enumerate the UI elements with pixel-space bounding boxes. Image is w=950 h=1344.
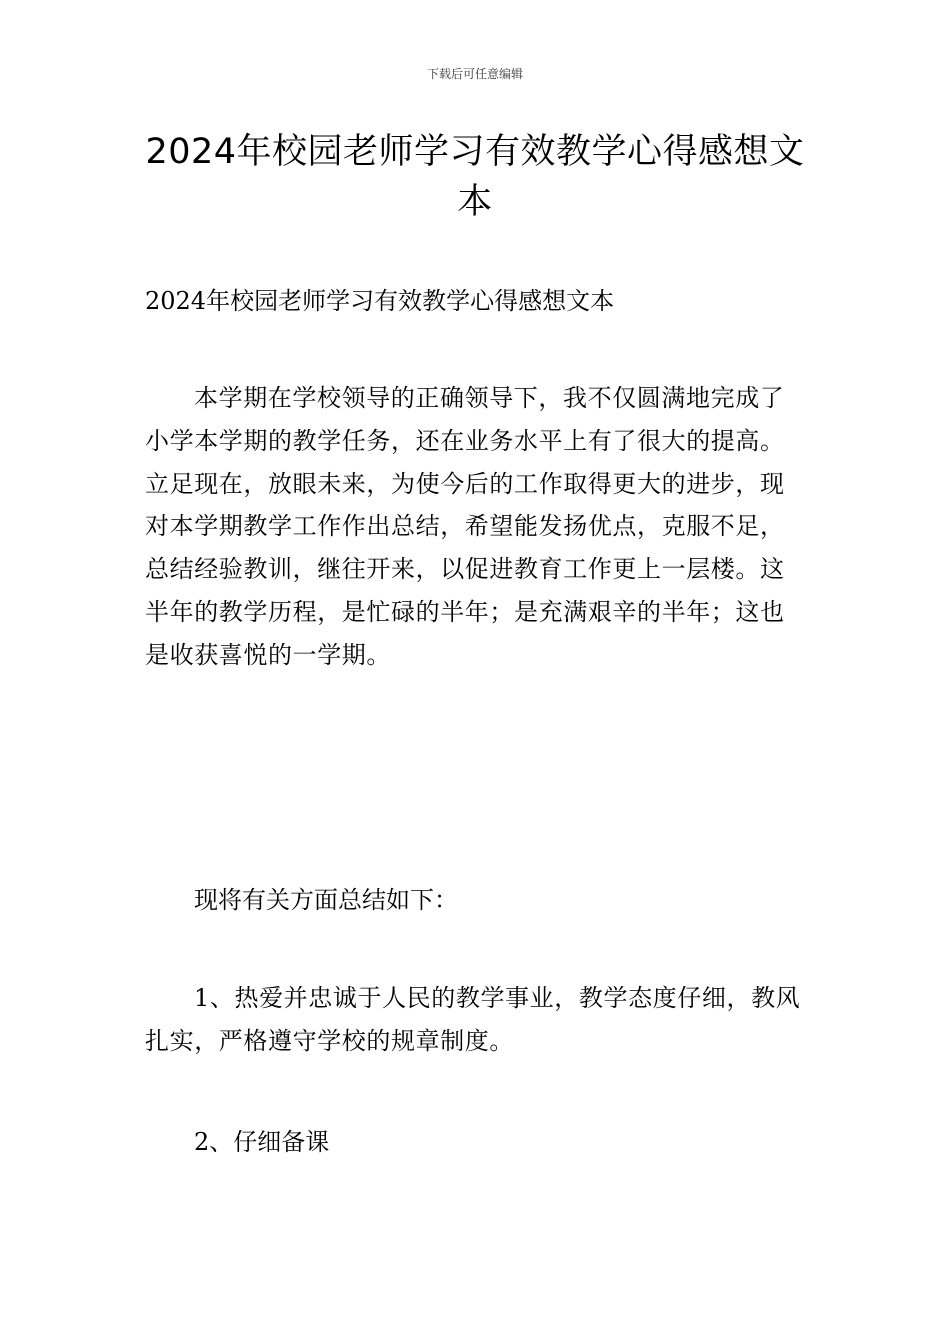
page-header-note: 下载后可任意编辑 <box>426 67 523 81</box>
paragraph-item-1: 1、热爱并忠诚于人民的教学事业，教学态度仔细，教风扎实，严格遵守学校的规章制度。 <box>145 984 801 1055</box>
paragraph-intro: 本学期在学校领导的正确领导下，我不仅圆满地完成了小学本学期的教学任务，还在业务水平上有了很大的提高。立足现在，放眼未来，为使今后的工作取得更大的进步，现对本学期教学工作作出总结，希望能发扬优点，克服不足，总结经验教训，继往开来，以促进教育工作更上一层楼。这半年的教学历程，是忙碌的半年；是充满艰辛的半年；这也是收获喜悦的一学期。 <box>145 384 785 669</box>
document-subtitle: 2024年校园老师学习有效教学心得感想文本 <box>145 287 615 315</box>
paragraph-item-2: 2、仔细备课 <box>194 1128 330 1156</box>
paragraph-summary-lead: 现将有关方面总结如下： <box>194 886 458 914</box>
document-title: 2024年校园老师学习有效教学心得感想文本 <box>145 132 805 222</box>
